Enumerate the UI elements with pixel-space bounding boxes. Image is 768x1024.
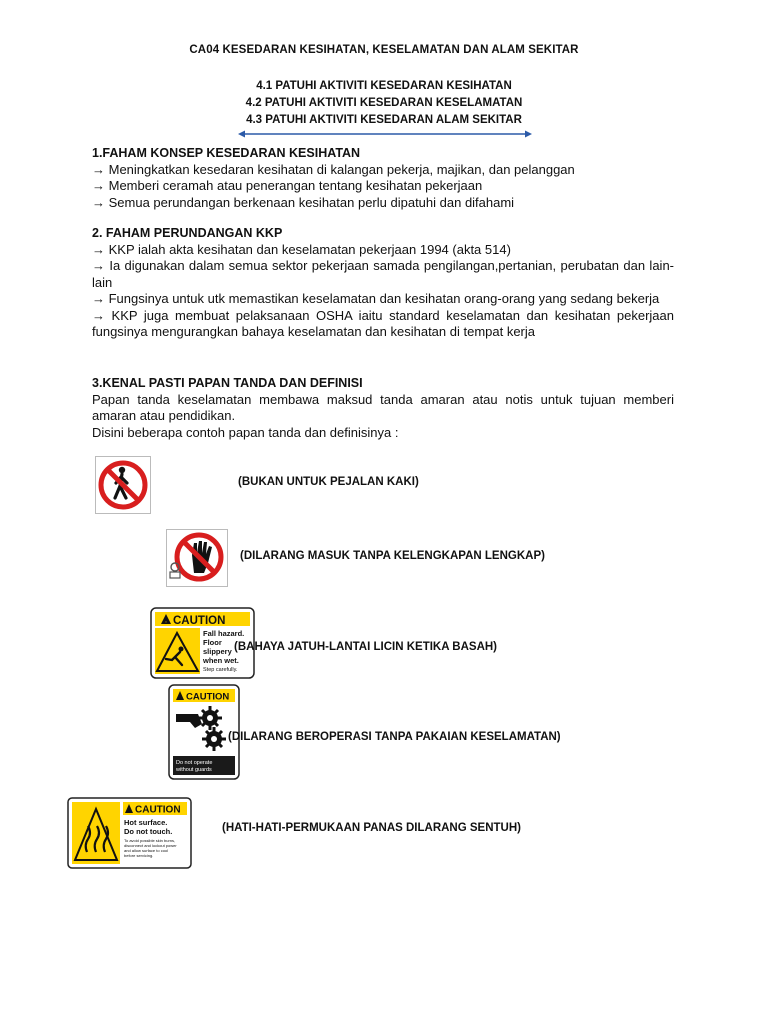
section-1-item: → Semua perundangan berkenaan kesihatan perlu dipatuhi dan difahami xyxy=(92,194,515,210)
sign-5-header: CAUTION xyxy=(135,804,181,816)
sign-4-line: Do not operate xyxy=(176,760,213,766)
section-2-heading: 2. FAHAM PERUNDANGAN KKP xyxy=(92,226,283,240)
sign-caption: (DILARANG BEROPERASI TANPA PAKAIAN KESELAMATAN) xyxy=(228,731,561,743)
sign-5-line: Do not touch. xyxy=(124,827,173,836)
document-title: CA04 KESEDARAN KESIHATAN, KESELAMATAN DAN ALAM SEKITAR xyxy=(189,44,579,56)
no-pedestrian-icon xyxy=(95,456,151,514)
no-entry-hand-icon xyxy=(166,529,228,587)
double-arrow-line xyxy=(238,130,532,138)
topic-4-3: 4.3 PATUHI AKTIVITI KESEDARAN ALAM SEKITAR xyxy=(246,114,522,126)
section-1-heading: 1.FAHAM KONSEP KESEDARAN KESIHATAN xyxy=(92,146,361,160)
sign-caption: (DILARANG MASUK TANPA KELENGKAPAN LENGKAP) xyxy=(240,550,545,562)
sign-3-line: when wet. xyxy=(203,656,239,665)
section-2-item: → Ia digunakan dalam semua sektor pekerjaan samada pengilangan,pertanian, perubatan dan lain-lain xyxy=(92,258,674,290)
section-2-item: → Fungsinya untuk utk memastikan keselamatan dan kesihatan orang-orang yang sedang bekerja xyxy=(92,291,660,306)
sign-5-line: before servicing. xyxy=(124,853,154,858)
sign-4-header: CAUTION xyxy=(186,691,230,703)
sign-3-line: slippery xyxy=(203,647,232,656)
sign-caption: (BUKAN UNTUK PEJALAN KAKI) xyxy=(238,476,419,488)
section-1-item: → Meningkatkan kesedaran kesihatan di kalangan pekerja, majikan, dan pelanggan xyxy=(92,161,575,177)
caution-hot-surface-icon xyxy=(67,797,192,869)
sign-3-line: Fall hazard. xyxy=(203,629,245,638)
topic-4-1: 4.1 PATUHI AKTIVITI KESEDARAN KESIHATAN xyxy=(256,80,512,92)
sign-3-header: CAUTION xyxy=(173,615,226,627)
sign-caption: (HATI-HATI-PERMUKAAN PANAS DILARANG SENTUH) xyxy=(222,822,521,834)
topic-list xyxy=(0,78,768,129)
sign-5-line: To avoid possible skin burns, xyxy=(124,838,176,843)
section-3 xyxy=(92,375,674,441)
sign-3-line: Floor xyxy=(203,638,222,647)
sign-5-line: disconnect and lockout power xyxy=(124,843,177,848)
section-2-item: → KKP juga membuat pelaksanaan OSHA iaitu standard keselamatan dan kesihatan pekerjaan fungsinya mengurangkan bahaya keselamatan dan kesihatan di tempat kerja xyxy=(92,307,674,339)
sign-5-line: and allow surface to cool xyxy=(124,848,169,853)
sign-3-line: Step carefully. xyxy=(203,667,238,673)
svg-text:!: ! xyxy=(165,620,167,624)
section-2 xyxy=(92,225,674,341)
sign-4-line: without guards xyxy=(176,767,212,773)
section-1-item: → Memberi ceramah atau penerangan tentang kesihatan pekerjaan xyxy=(92,178,483,193)
section-1 xyxy=(92,145,674,211)
section-3-paragraph: Disini beberapa contoh papan tanda dan definisinya : xyxy=(92,424,399,440)
section-3-heading: 3.KENAL PASTI PAPAN TANDA DAN DEFINISI xyxy=(92,376,363,390)
topic-4-2: 4.2 PATUHI AKTIVITI KESEDARAN KESELAMATAN xyxy=(245,97,523,109)
sign-5-line: Hot surface. xyxy=(124,818,168,827)
section-3-paragraph: Papan tanda keselamatan membawa maksud tanda amaran atau notis untuk tujuan memberi amaran atau pendidikan. xyxy=(92,391,674,423)
sign-caption: (BAHAYA JATUH-LANTAI LICIN KETIKA BASAH) xyxy=(234,641,498,653)
section-2-item: → KKP ialah akta kesihatan dan keselamatan pekerjaan 1994 (akta 514) xyxy=(92,241,511,257)
